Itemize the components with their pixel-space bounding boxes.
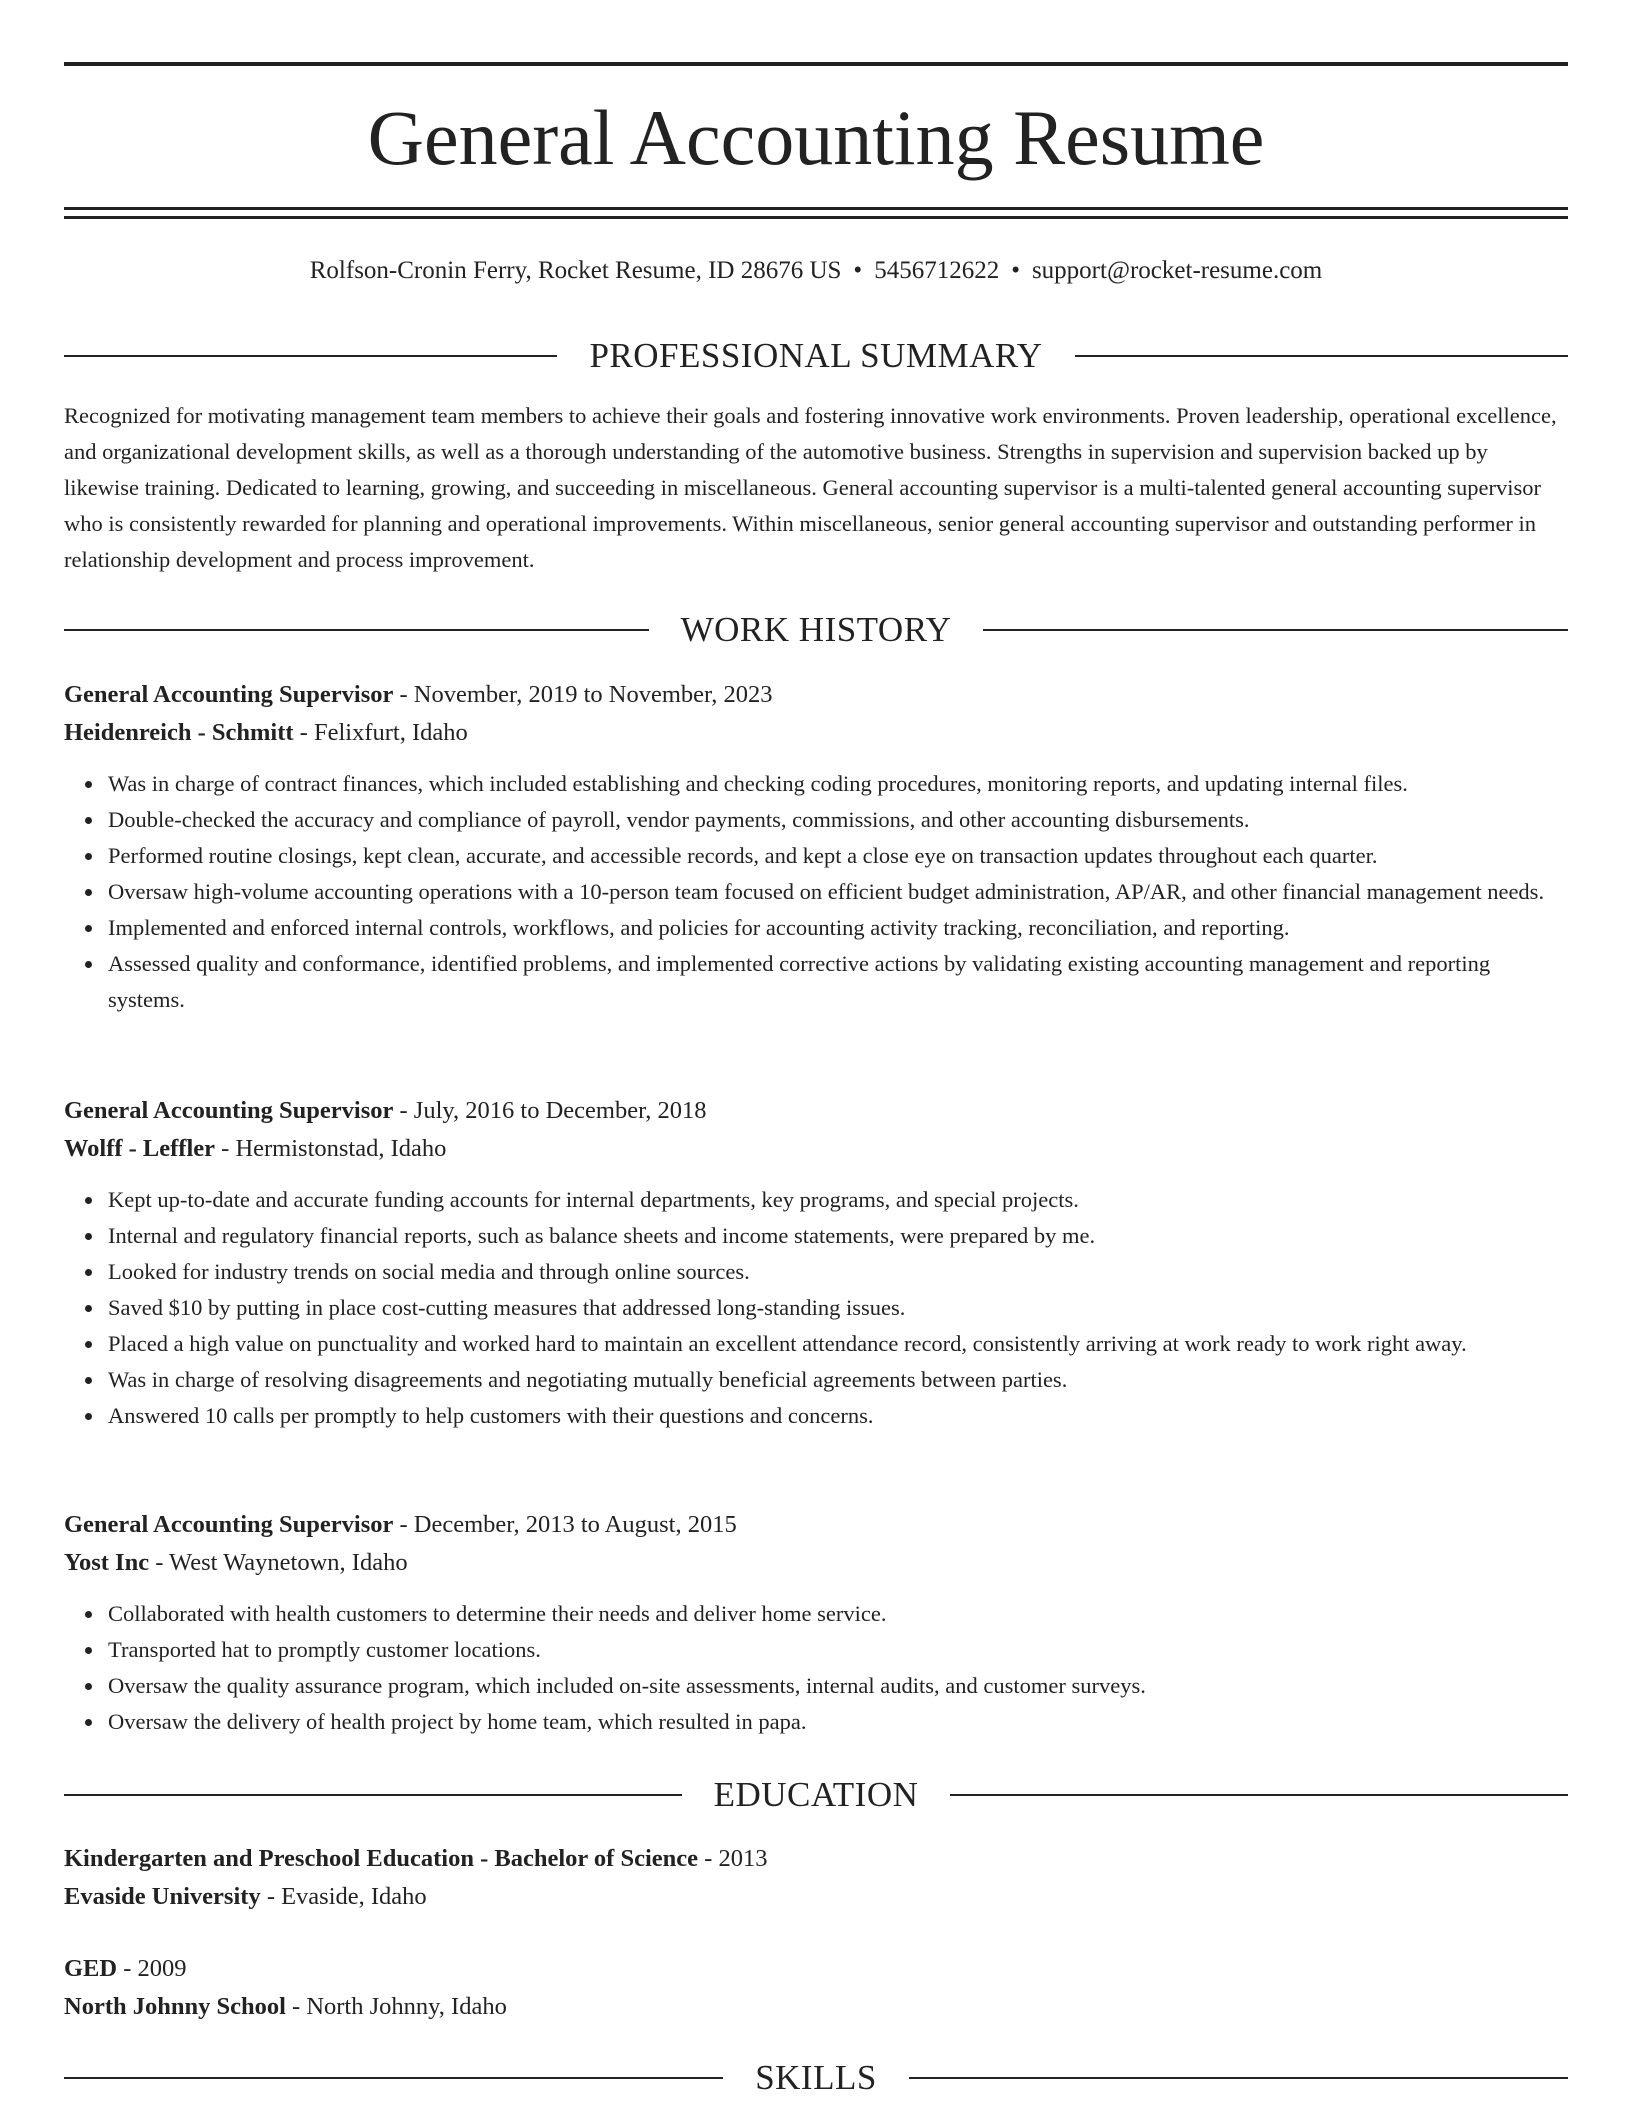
job-entry bbox=[64, 1092, 1568, 1434]
section-title: EDUCATION bbox=[713, 1775, 919, 1814]
job-entry bbox=[64, 676, 1568, 1018]
education-year: - 2013 bbox=[698, 1845, 768, 1872]
job-bullet: Was in charge of contract finances, which included establishing and checking coding procedures, monitoring reports, and updating internal files. bbox=[108, 766, 1568, 802]
job-bullet: Saved $10 by putting in place cost-cutting measures that addressed long-standing issues. bbox=[108, 1290, 1568, 1326]
job-title: General Accounting Supervisor bbox=[64, 1097, 394, 1124]
contact-separator: • bbox=[853, 257, 863, 284]
contact-address: Rolfson-Cronin Ferry, Rocket Resume, ID 28676 US bbox=[309, 257, 842, 284]
job-dates: - December, 2013 to August, 2015 bbox=[393, 1511, 737, 1538]
page-title: General Accounting Resume bbox=[367, 94, 1265, 181]
section-heading-summary bbox=[64, 334, 1568, 378]
heading-rule bbox=[64, 355, 557, 357]
heading-rule bbox=[950, 1794, 1568, 1796]
education-degree-row bbox=[64, 1840, 1568, 1878]
education-school: North Johnny School bbox=[64, 1993, 286, 2020]
job-bullet: Kept up-to-date and accurate funding accounts for internal departments, key programs, and special projects. bbox=[108, 1182, 1568, 1218]
job-bullet: Placed a high value on punctuality and worked hard to maintain an excellent attendance record, consistently arriving at work ready to work right away. bbox=[108, 1326, 1568, 1362]
job-title-row bbox=[64, 1092, 1568, 1130]
heading-rule bbox=[1075, 355, 1568, 357]
education-location: - North Johnny, Idaho bbox=[285, 1993, 507, 2020]
education-year: - 2009 bbox=[117, 1955, 187, 1982]
job-entry bbox=[64, 1506, 1568, 1740]
education-entry bbox=[64, 1840, 1568, 1916]
job-bullet: Was in charge of resolving disagreements and negotiating mutually beneficial agreements between parties. bbox=[108, 1362, 1568, 1398]
job-bullet: Assessed quality and conformance, identified problems, and implemented corrective actions by validating existing accounting management and reporting systems. bbox=[108, 946, 1568, 1018]
job-company-row bbox=[64, 1130, 1568, 1168]
job-bullet: Transported hat to promptly customer locations. bbox=[108, 1632, 1568, 1668]
job-location: - Felixfurt, Idaho bbox=[293, 719, 468, 746]
job-bullet: Answered 10 calls per promptly to help customers with their questions and concerns. bbox=[108, 1398, 1568, 1434]
heading-rule bbox=[64, 629, 649, 631]
job-bullet: Collaborated with health customers to determine their needs and deliver home service. bbox=[108, 1596, 1568, 1632]
section-title: WORK HISTORY bbox=[680, 610, 952, 649]
contact-separator: • bbox=[1011, 257, 1020, 284]
education-degree: Kindergarten and Preschool Education - Bachelor of Science bbox=[64, 1845, 699, 1872]
education-entry bbox=[64, 1950, 1568, 2026]
job-bullet: Oversaw the delivery of health project by home team, which resulted in papa. bbox=[108, 1704, 1568, 1740]
job-bullet: Implemented and enforced internal controls, workflows, and policies for accounting activity tracking, reconciliation, and reporting. bbox=[108, 910, 1568, 946]
heading-rule bbox=[64, 2077, 723, 2079]
section-heading-skills bbox=[64, 2056, 1568, 2100]
education-degree: GED bbox=[64, 1955, 118, 1982]
education-location: - Evaside, Idaho bbox=[260, 1883, 427, 1910]
job-bullets bbox=[64, 1182, 1568, 1434]
contact-phone: 5456712622 bbox=[874, 257, 1000, 284]
top-rule bbox=[64, 62, 1568, 66]
education-school-row bbox=[64, 1988, 1568, 2026]
job-title-row bbox=[64, 676, 1568, 714]
job-bullet: Oversaw the quality assurance program, which included on-site assessments, internal audits, and customer surveys. bbox=[108, 1668, 1568, 1704]
heading-rule bbox=[983, 629, 1568, 631]
heading-rule bbox=[64, 1794, 682, 1796]
job-title: General Accounting Supervisor bbox=[64, 1511, 394, 1538]
job-bullet: Performed routine closings, kept clean, accurate, and accessible records, and kept a close eye on transaction updates throughout each quarter. bbox=[108, 838, 1568, 874]
job-bullet: Looked for industry trends on social media and through online sources. bbox=[108, 1254, 1568, 1290]
job-dates: - July, 2016 to December, 2018 bbox=[393, 1097, 707, 1124]
title-rule-lower bbox=[64, 216, 1568, 219]
job-company: Wolff - Leffler bbox=[64, 1135, 216, 1162]
section-heading-education bbox=[64, 1773, 1568, 1817]
job-company: Heidenreich - Schmitt bbox=[64, 719, 294, 746]
job-location: - West Waynetown, Idaho bbox=[149, 1549, 408, 1576]
job-title: General Accounting Supervisor bbox=[64, 681, 394, 708]
contact-line bbox=[64, 254, 1568, 288]
job-company-row bbox=[64, 714, 1568, 752]
job-title-row bbox=[64, 1506, 1568, 1544]
summary-text: Recognized for motivating management team members to achieve their goals and fostering innovative work environments. Proven leadership, operational excellence, and organizational development skills, as well as a thorough understanding of the automotive business. Strengths in supervision and supervision backed up by likewise training. Dedicated to learning, growing, and succeeding in miscellaneous. General accounting supervisor is a multi-talented general accounting supervisor who is consistently rewarded for planning and operational improvements. Within miscellaneous, senior general accounting supervisor and outstanding performer in relationship development and process improvement. bbox=[64, 403, 1557, 572]
title-rule-upper bbox=[64, 207, 1568, 210]
job-bullet: Internal and regulatory financial reports, such as balance sheets and income statements, were prepared by me. bbox=[108, 1218, 1568, 1254]
education-school: Evaside University bbox=[64, 1883, 261, 1910]
job-bullets bbox=[64, 766, 1568, 1018]
contact-email: support@rocket-resume.com bbox=[1031, 257, 1323, 284]
education-school-row bbox=[64, 1878, 1568, 1916]
education-degree-row bbox=[64, 1950, 1568, 1988]
job-bullet: Double-checked the accuracy and compliance of payroll, vendor payments, commissions, and other accounting disbursements. bbox=[108, 802, 1568, 838]
section-title: PROFESSIONAL SUMMARY bbox=[589, 336, 1043, 375]
section-title: SKILLS bbox=[755, 2058, 877, 2097]
job-dates: - November, 2019 to November, 2023 bbox=[393, 681, 773, 708]
job-location: - Hermistonstad, Idaho bbox=[215, 1135, 447, 1162]
heading-rule bbox=[909, 2077, 1568, 2079]
section-heading-work-history bbox=[64, 608, 1568, 652]
job-company: Yost Inc bbox=[64, 1549, 150, 1576]
job-bullet: Oversaw high-volume accounting operations with a 10-person team focused on efficient budget administration, AP/AR, and other financial management needs. bbox=[108, 874, 1568, 910]
job-bullets bbox=[64, 1596, 1568, 1740]
job-company-row bbox=[64, 1544, 1568, 1582]
